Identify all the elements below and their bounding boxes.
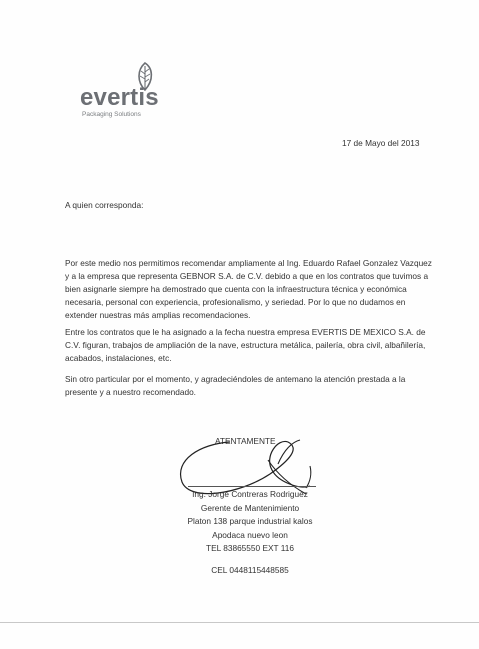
signatory-address-line1: Platon 138 parque industrial kalos: [187, 516, 313, 526]
paragraph-closing: Sin otro particular por el momento, y agradeciéndoles de antemano la atención prestada a la presente y a nuestro recomendado.: [65, 374, 406, 397]
signatory-block: [160, 488, 340, 577]
salutation: A quien corresponda:: [65, 200, 144, 210]
signatory-address-line2: Apodaca nuevo leon: [212, 529, 288, 540]
signatory-phone: TEL 83865550 EXT 116: [206, 543, 294, 553]
logo-brand: evertis: [80, 84, 159, 111]
signatory-title: Gerente de Mantenimiento: [200, 502, 300, 513]
signature-line: [188, 486, 316, 487]
paragraph-recommendation: Por este medio nos permitimos recomendar ampliamente al Ing. Eduardo Rafael Gonzalez Vazquez y a la empresa que representa GEBNOR S.A. de C.V. debido a que en los contratos que tuvimos a bien asignarle siempre ha demostrado que cuenta con la infraestructura técnica y económica necesaria, personal con experiencia, profesionalismo, y seriedad. Por lo que no dudamos en extender nuestras más amplias recomendaciones.: [65, 258, 432, 320]
logo-tagline: Packaging Solutions: [82, 111, 141, 118]
closing-word: ATENTAMENTE: [215, 436, 276, 446]
signatory-name: Ing. Jorge Contreras Rodriguez: [192, 489, 308, 499]
signatory-cell: CEL 0448115448585: [211, 564, 289, 575]
letter-date: 17 de Mayo del 2013: [342, 138, 420, 148]
paragraph-contracts: Entre los contratos que le ha asignado a la fecha nuestra empresa EVERTIS DE MEXICO S.A. de C.V. figuran, trabajos de ampliación de la nave, estructura metálica, pailería, obra civil, albañilería, acabados, instalaciones, etc.: [65, 327, 426, 363]
scan-edge-line: [0, 622, 479, 623]
company-logo: [70, 62, 180, 122]
